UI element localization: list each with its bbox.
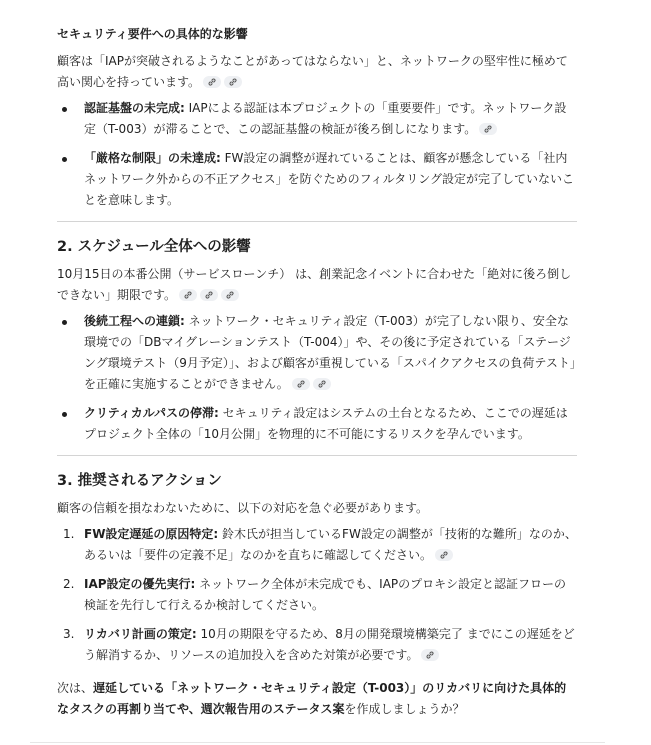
- list-item: 「厳格な制限」の未達成: FW設定の調整が遅れていることは、顧客が懸念している「社内ネットワーク外からの不正アクセス」を防ぐためのフィルタリング設定が完了していないことを意味します。: [57, 148, 577, 211]
- schedule-heading: 2. スケジュール全体への影響: [57, 239, 251, 255]
- link-icon[interactable]: [224, 76, 242, 88]
- section-divider: [57, 221, 577, 222]
- link-icon[interactable]: [479, 123, 497, 135]
- list-item: 2. IAP設定の優先実行: ネットワーク全体が未完成でも、IAPのプロキシ設定と認証フローの検証を先行して行えるか検討してください。: [63, 577, 567, 612]
- link-icon[interactable]: [203, 76, 221, 88]
- link-icon[interactable]: [292, 378, 310, 390]
- list-item: 1. FW設定遅延の原因特定: 鈴木氏が担当しているFW設定の調整が「技術的な難所」なのか、あるいは「要件の定義不足」なのかを直ちに確認してください。: [63, 527, 577, 562]
- response-content: [57, 25, 577, 720]
- actions-heading: 3. 推奨されるアクション: [57, 473, 222, 489]
- bottom-divider: [30, 742, 605, 743]
- security-intro: 顧客は「IAPが突破されるようなことがあってはならない」と、ネットワークの堅牢性に極めて高い関心を持っています。: [57, 54, 568, 89]
- security-bullet-list: [57, 98, 577, 211]
- link-icon[interactable]: [313, 378, 331, 390]
- link-icon[interactable]: [179, 289, 197, 301]
- link-icon[interactable]: [200, 289, 218, 301]
- actions-intro: 顧客の信頼を損なわないために、以下の対応を急ぐ必要があります。: [57, 501, 429, 515]
- list-item: クリティカルパスの停滞: セキュリティ設定はシステムの土台となるため、ここでの遅延はプロジェクト全体の「10月公開」を物理的に不可能にするリスクを孕んでいます。: [57, 403, 577, 445]
- link-icon[interactable]: [435, 549, 453, 561]
- list-item: 認証基盤の未完成: IAPによる認証は本プロジェクトの「重要要件」です。ネットワーク設定（T-003）が滞ることで、この認証基盤の検証が後ろ倒しになります。: [57, 98, 577, 140]
- actions-numbered-list: [57, 524, 577, 666]
- link-icon[interactable]: [421, 649, 439, 661]
- link-icon[interactable]: [221, 289, 239, 301]
- list-item: 3. リカバリ計画の策定: 10月の期限を守るため、8月の開発環境構築完了 までにこの遅延をどう解消するか、リソースの追加投入を含めた対策が必要です。: [63, 627, 575, 662]
- list-item: 後続工程への連鎖: ネットワーク・セキュリティ設定（T-003）が完了しない限り、安全な環境での「DBマイグレーションテスト（T-004）」や、その後に予定されている「ステージング環境テスト（9月予定）」、および顧客が重視している「スパイクアクセスの負荷テスト」を正確に実施することができません。: [57, 311, 577, 395]
- closing-question: 次は、遅延している「ネットワーク・セキュリティ設定（T-003）」のリカバリに向けた具体的なタスクの再割り当てや、週次報告用のステータス案を作成しましょうか？: [57, 681, 567, 716]
- security-heading: セキュリティ要件への具体的な影響: [57, 27, 248, 41]
- schedule-bullet-list: [57, 311, 577, 445]
- section-divider: [57, 455, 577, 456]
- schedule-intro: 10月15日の本番公開（サービスローンチ） は、創業記念イベントに合わせた「絶対に後ろ倒しできない」期限です。: [57, 267, 572, 302]
